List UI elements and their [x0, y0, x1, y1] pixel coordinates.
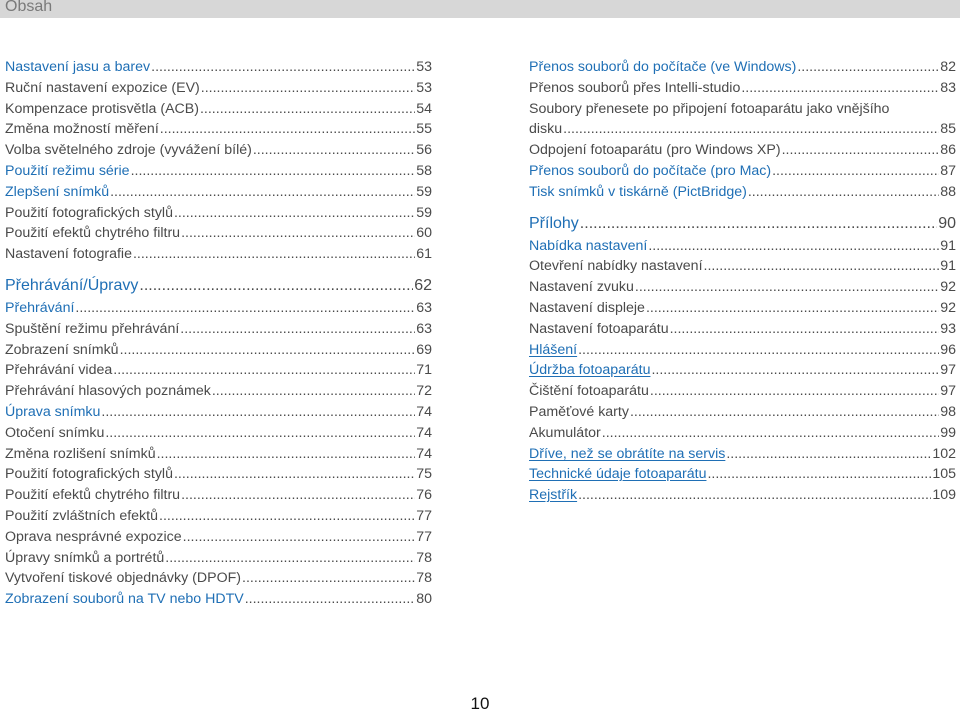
toc-entry-title: Tisk snímků v tiskárně (PictBridge): [529, 183, 747, 200]
toc-entry[interactable]: [5, 244, 432, 265]
toc-entry-page: 91: [940, 237, 956, 254]
toc-entry-page: 92: [940, 279, 956, 296]
toc-entry-page: 75: [416, 466, 432, 483]
toc-entry[interactable]: [5, 527, 432, 548]
toc-entry-title: Přehrávání/Úpravy: [5, 276, 139, 294]
toc-entry-page: 72: [416, 383, 432, 400]
toc-entry-page: 55: [416, 121, 432, 138]
dot-leader: [160, 119, 415, 140]
toc-entry-page: 54: [416, 100, 432, 117]
header-title: Obsah: [5, 0, 53, 15]
toc-entry-title: disku: [529, 121, 563, 138]
dot-leader: [602, 423, 939, 444]
toc-entry-page: 62: [414, 276, 432, 294]
toc-entry-title: Technické údaje fotoaparátu: [529, 466, 707, 483]
dot-leader: [180, 319, 415, 340]
dot-leader: [120, 340, 416, 361]
toc-entry[interactable]: [5, 319, 432, 340]
toc-entry-page: 63: [416, 299, 432, 316]
toc-entry-page: 90: [938, 214, 956, 232]
toc-entry[interactable]: [5, 360, 432, 381]
toc-section-heading[interactable]: [529, 212, 956, 236]
dot-leader: [113, 360, 415, 381]
toc-entry-title: Použití fotografických stylů: [5, 466, 173, 483]
toc-entry-title: Úprava snímku: [5, 403, 101, 420]
dot-leader: [630, 402, 939, 423]
dot-leader: [707, 464, 931, 485]
dot-leader: [650, 381, 939, 402]
toc-entry-page: 82: [940, 59, 956, 75]
dot-leader: [174, 203, 415, 224]
toc-entry-title: Spuštění režimu přehrávání: [5, 320, 180, 337]
toc-entry[interactable]: [5, 548, 432, 569]
toc-entry-page: 85: [940, 121, 956, 138]
toc-entry-title: Vytvoření tiskové objednávky (DPOF): [5, 570, 242, 587]
toc-entry-page: 97: [940, 362, 956, 379]
dot-leader: [75, 298, 415, 319]
dot-leader: [245, 589, 416, 610]
toc-entry[interactable]: [5, 402, 432, 423]
toc-entry-title: Zlepšení snímků: [5, 183, 110, 200]
toc-entry-title: Nabídka nastavení: [529, 237, 648, 254]
dot-leader: [151, 57, 415, 78]
toc-entry[interactable]: [529, 57, 956, 78]
dot-leader: [648, 236, 939, 257]
toc-entry-page: 80: [416, 591, 432, 608]
dot-leader: [110, 182, 415, 203]
toc-entry[interactable]: [5, 423, 432, 444]
toc-entry-page: 53: [416, 79, 432, 96]
toc-entry-page: 56: [416, 142, 432, 159]
dot-leader: [578, 485, 931, 506]
toc-entry-page: 99: [940, 424, 956, 441]
toc-entry-title: Nastavení fotoaparátu: [529, 320, 669, 337]
toc-entry[interactable]: [529, 298, 956, 319]
dot-leader: [635, 277, 939, 298]
toc-entry[interactable]: [5, 78, 432, 99]
toc-entry[interactable]: [5, 223, 432, 244]
header-bar: [0, 0, 960, 18]
toc-entry-page: 92: [940, 299, 956, 316]
toc-entry-title: Zobrazení snímků: [5, 341, 119, 358]
toc-entry-title: Čištění fotoaparátu: [529, 383, 649, 400]
dot-leader: [704, 256, 940, 277]
toc-entry-page: 96: [940, 341, 956, 358]
toc-entry-title: Údržba fotoaparátu: [529, 362, 651, 379]
toc-entry-page: 77: [416, 507, 432, 524]
toc-entry-title: Použití režimu série: [5, 162, 130, 179]
toc-entry-page: 59: [416, 204, 432, 221]
toc-entry-title: Oprava nesprávné expozice: [5, 528, 182, 545]
toc-entry-page: 69: [416, 341, 432, 358]
toc-entry-title: Přílohy: [529, 214, 579, 232]
toc-entry-page: 97: [940, 383, 956, 400]
dot-leader: [131, 161, 416, 182]
toc-entry[interactable]: [529, 381, 956, 402]
dot-leader: [670, 319, 940, 340]
toc-entry[interactable]: [529, 236, 956, 257]
toc-right-column: [529, 57, 956, 506]
dot-leader: [726, 444, 931, 465]
toc-entry[interactable]: [5, 568, 432, 589]
dot-leader: [651, 360, 939, 381]
toc-entry-title: Použití fotografických stylů: [5, 204, 173, 221]
toc-entry-page: 93: [940, 320, 956, 337]
toc-entry-page: 74: [416, 403, 432, 420]
toc-entry[interactable]: [5, 161, 432, 182]
toc-entry-title: Použití efektů chytrého filtru: [5, 225, 181, 242]
toc-entry-title: Otevření nabídky nastavení: [529, 258, 703, 275]
toc-entry-title: Nastavení jasu a barev: [5, 59, 151, 75]
toc-entry-title: Změna možností měření: [5, 121, 159, 138]
toc-entry-page: 59: [416, 183, 432, 200]
dot-leader: [159, 506, 415, 527]
toc-entry-page: 53: [416, 59, 432, 75]
toc-entry[interactable]: [529, 78, 956, 99]
toc-entry-title: Použití efektů chytrého filtru: [5, 487, 181, 504]
page-number: 10: [470, 694, 490, 713]
toc-entry-title: Ruční nastavení expozice (EV): [5, 79, 200, 96]
dot-leader: [646, 298, 939, 319]
toc-entry-title: Úpravy snímků a portrétů: [5, 549, 165, 566]
toc-entry-page: 74: [416, 445, 432, 462]
toc-left-column: [5, 57, 432, 610]
toc-entry-title: Přenos souborů do počítače (ve Windows): [529, 59, 797, 75]
toc-entry[interactable]: [5, 464, 432, 485]
toc-entry[interactable]: [5, 182, 432, 203]
dot-leader: [772, 161, 939, 182]
dot-leader: [580, 212, 937, 236]
toc-entry-title: Přehrávání: [5, 299, 75, 316]
toc-entry-title: Nastavení displeje: [529, 299, 645, 316]
toc-entry-page: 78: [416, 570, 432, 587]
dot-leader: [563, 119, 939, 140]
toc-entry[interactable]: [5, 57, 432, 78]
dot-leader: [782, 140, 940, 161]
dot-leader: [741, 78, 939, 99]
toc-entry[interactable]: [529, 319, 956, 340]
dot-leader: [174, 464, 415, 485]
toc-entry-page: 98: [940, 403, 956, 420]
dot-leader: [201, 78, 415, 99]
toc-entry-page: 58: [416, 162, 432, 179]
toc-entry-page: 78: [416, 549, 432, 566]
toc-entry[interactable]: [5, 340, 432, 361]
toc-entry-wrapped-line[interactable]: Soubory přenesete po připojení fotoaparátu jako vnějšího: [529, 100, 890, 117]
toc-entry-title: Hlášení: [529, 341, 578, 358]
toc-entry-title: Rejstřík: [529, 487, 578, 504]
toc-entry-title: Použití zvláštních efektů: [5, 507, 158, 524]
toc-entry[interactable]: [5, 298, 432, 319]
dot-leader: [578, 340, 939, 361]
dot-leader: [101, 402, 415, 423]
toc-entry-title: Přehrávání hlasových poznámek: [5, 383, 211, 400]
toc-entry[interactable]: [529, 464, 956, 485]
toc-entry-page: 63: [416, 320, 432, 337]
toc-entry-page: 74: [416, 424, 432, 441]
toc-entry-page: 102: [932, 445, 956, 462]
toc-entry[interactable]: [5, 99, 432, 120]
toc-entry[interactable]: [5, 119, 432, 140]
toc-entry-page: 91: [940, 258, 956, 275]
toc-entry[interactable]: [529, 256, 956, 277]
toc-entry[interactable]: [529, 444, 956, 465]
toc-entry[interactable]: [529, 182, 956, 203]
dot-leader: [183, 527, 416, 548]
dot-leader: [181, 485, 415, 506]
toc-entry-page: 88: [940, 183, 956, 200]
toc-entry-page: 105: [932, 466, 956, 483]
toc-entry-title: Přenos souborů přes Intelli-studio: [529, 79, 741, 96]
dot-leader: [157, 444, 416, 465]
toc-entry[interactable]: [529, 161, 956, 182]
dot-leader: [797, 57, 939, 78]
toc-entry[interactable]: [529, 360, 956, 381]
toc-entry-title: Nastavení fotografie: [5, 246, 132, 263]
toc-entry[interactable]: [5, 140, 432, 161]
dot-leader: [253, 140, 415, 161]
toc-entry-title: Zobrazení souborů na TV nebo HDTV: [5, 591, 244, 608]
dot-leader: [181, 223, 415, 244]
dot-leader: [748, 182, 939, 203]
toc-entry-title: Volba světelného zdroje (vyvážení bílé): [5, 142, 252, 159]
toc-entry-title: Kompenzace protisvětla (ACB): [5, 100, 199, 117]
toc-entry-page: 109: [932, 487, 956, 504]
dot-leader: [242, 568, 415, 589]
toc-entry-page: 61: [416, 246, 432, 263]
toc-entry[interactable]: [5, 589, 432, 610]
toc-entry[interactable]: [529, 340, 956, 361]
toc-entry[interactable]: [5, 381, 432, 402]
dot-leader: [165, 548, 415, 569]
dot-leader: [133, 244, 415, 265]
toc-entry[interactable]: [5, 203, 432, 224]
toc-entry[interactable]: [529, 423, 956, 444]
toc-entry[interactable]: [529, 485, 956, 506]
toc-entry[interactable]: [529, 402, 956, 423]
toc-entry-title: Paměťové karty: [529, 403, 629, 420]
toc-entry[interactable]: [529, 119, 956, 140]
toc-entry-page: 83: [940, 79, 956, 96]
toc-entry-page: 77: [416, 528, 432, 545]
dot-leader: [212, 381, 415, 402]
toc-section-heading[interactable]: [5, 274, 432, 298]
toc-entry[interactable]: [529, 277, 956, 298]
dot-leader: [105, 423, 415, 444]
toc-entry[interactable]: [529, 140, 956, 161]
toc-entry[interactable]: [5, 506, 432, 527]
toc-entry-page: 87: [940, 162, 956, 179]
dot-leader: [139, 274, 413, 298]
toc-entry-title: Přenos souborů do počítače (pro Mac): [529, 162, 772, 179]
toc-entry-title: Nastavení zvuku: [529, 279, 634, 296]
toc-entry-page: 76: [416, 487, 432, 504]
toc-entry-page: 71: [416, 362, 432, 379]
toc-entry-page: 60: [416, 225, 432, 242]
toc-entry-title: Změna rozlišení snímků: [5, 445, 156, 462]
toc-entry[interactable]: [5, 444, 432, 465]
toc-entry-page: 86: [940, 142, 956, 159]
toc-entry-title: Otočení snímku: [5, 424, 105, 441]
toc-entry[interactable]: [5, 485, 432, 506]
toc-entry-title: Odpojení fotoaparátu (pro Windows XP): [529, 142, 781, 159]
toc-entry-title: Přehrávání videa: [5, 362, 113, 379]
toc-entry-title: Akumulátor: [529, 424, 601, 441]
dot-leader: [200, 99, 415, 120]
toc-entry-title: Dříve, než se obrátíte na servis: [529, 445, 726, 462]
